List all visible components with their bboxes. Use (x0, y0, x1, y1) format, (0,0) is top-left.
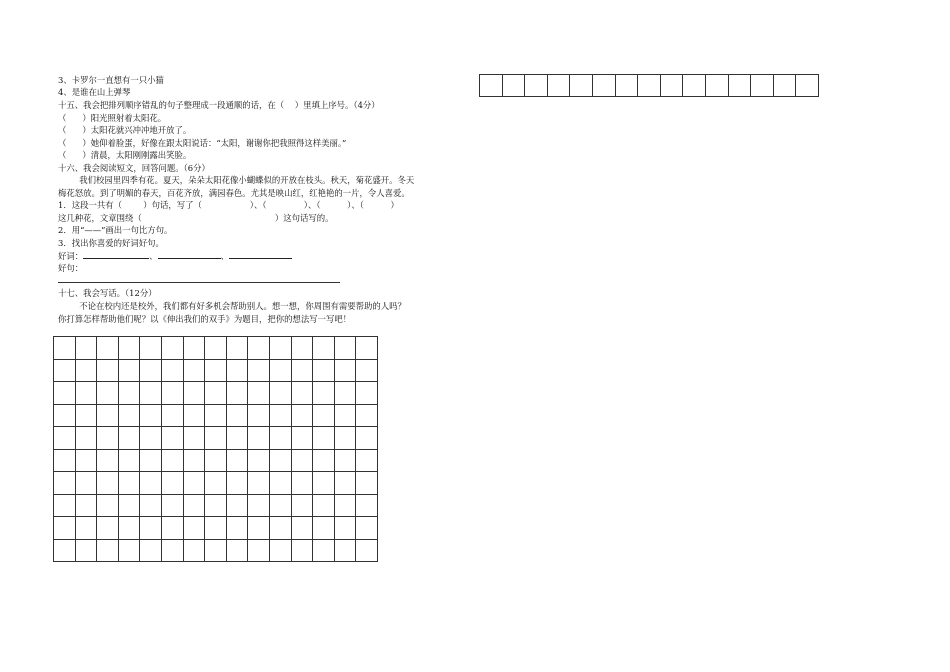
writing-cell[interactable] (356, 494, 378, 517)
writing-cell[interactable] (269, 494, 291, 517)
writing-cell[interactable] (54, 449, 76, 472)
writing-cell[interactable] (226, 427, 248, 450)
writing-cell[interactable] (291, 404, 313, 427)
writing-cell[interactable] (118, 404, 140, 427)
writing-cell[interactable] (161, 359, 183, 382)
writing-cell[interactable] (75, 404, 97, 427)
writing-cell[interactable] (291, 517, 313, 540)
good-word-blank-1[interactable] (83, 249, 149, 259)
writing-cell[interactable] (356, 337, 378, 360)
writing-cell[interactable] (75, 539, 97, 562)
q15-title: 十五、我会把排列顺序错乱的句子整理成一段通顺的话，在（ ）里填上序号。（4分） (58, 100, 380, 110)
writing-cell[interactable] (183, 472, 205, 495)
q17-prompt-line-1: 不论在校内还是校外，我们都有好多机会帮助别人。想一想，你周围有需要帮助的人吗？ (58, 301, 406, 311)
answer-strip-grid[interactable] (479, 74, 819, 97)
writing-cell[interactable] (205, 427, 227, 450)
answer-cell[interactable] (547, 75, 570, 97)
writing-cell[interactable] (334, 517, 356, 540)
grid-row (480, 75, 819, 97)
writing-cell[interactable] (118, 472, 140, 495)
writing-grid[interactable] (53, 336, 378, 562)
writing-cell[interactable] (248, 427, 270, 450)
q16-question-2: 2．用“——”画出一句比方句。 (58, 225, 173, 235)
writing-cell[interactable] (183, 404, 205, 427)
writing-cell[interactable] (161, 517, 183, 540)
separator: 、 (220, 251, 229, 261)
writing-cell[interactable] (356, 404, 378, 427)
writing-cell[interactable] (161, 337, 183, 360)
writing-cell[interactable] (75, 359, 97, 382)
q16-question-3: 3．找出你喜爱的好词好句。 (58, 238, 164, 248)
writing-cell[interactable] (334, 472, 356, 495)
writing-cell[interactable] (97, 337, 119, 360)
writing-cell[interactable] (161, 404, 183, 427)
good-sentence-label: 好句： (58, 263, 84, 273)
writing-cell[interactable] (269, 449, 291, 472)
writing-cell[interactable] (248, 382, 270, 405)
writing-cell[interactable] (205, 517, 227, 540)
writing-cell[interactable] (226, 449, 248, 472)
writing-cell[interactable] (118, 539, 140, 562)
writing-cell[interactable] (226, 494, 248, 517)
writing-cell[interactable] (356, 427, 378, 450)
writing-cell[interactable] (161, 382, 183, 405)
writing-cell[interactable] (140, 427, 162, 450)
writing-cell[interactable] (183, 449, 205, 472)
answer-cell[interactable] (525, 75, 548, 97)
writing-cell[interactable] (75, 382, 97, 405)
writing-cell[interactable] (54, 472, 76, 495)
good-word-blank-2[interactable] (158, 249, 221, 259)
writing-cell[interactable] (183, 539, 205, 562)
writing-cell[interactable] (118, 337, 140, 360)
q15-sentence-1[interactable]: （ ）阳光照射着太阳花。 (58, 113, 167, 123)
grid-row (54, 539, 378, 562)
writing-cell[interactable] (140, 382, 162, 405)
answer-cell[interactable] (502, 75, 525, 97)
writing-cell[interactable] (226, 382, 248, 405)
grid-row (54, 359, 378, 382)
writing-cell[interactable] (54, 539, 76, 562)
q16-title: 十六、我会阅读短文，回答问题。（6分） (58, 163, 210, 173)
writing-cell[interactable] (140, 517, 162, 540)
writing-cell[interactable] (226, 359, 248, 382)
writing-cell[interactable] (97, 404, 119, 427)
grid-row (54, 494, 378, 517)
grid-row (54, 382, 378, 405)
writing-cell[interactable] (97, 472, 119, 495)
grid-row (54, 427, 378, 450)
writing-cell[interactable] (313, 427, 335, 450)
writing-cell[interactable] (313, 337, 335, 360)
writing-cell[interactable] (54, 382, 76, 405)
writing-cell[interactable] (313, 359, 335, 382)
writing-cell[interactable] (97, 382, 119, 405)
writing-cell[interactable] (97, 359, 119, 382)
writing-cell[interactable] (356, 517, 378, 540)
writing-cell[interactable] (248, 539, 270, 562)
writing-cell[interactable] (118, 359, 140, 382)
answer-cell[interactable] (796, 75, 819, 97)
writing-cell[interactable] (334, 494, 356, 517)
writing-cell[interactable] (269, 337, 291, 360)
writing-cell[interactable] (183, 382, 205, 405)
q17-title: 十七、我会写话。（12分） (58, 288, 157, 298)
answer-cell[interactable] (728, 75, 751, 97)
writing-cell[interactable] (54, 517, 76, 540)
writing-cell[interactable] (75, 427, 97, 450)
writing-cell[interactable] (75, 449, 97, 472)
grid-row (54, 472, 378, 495)
writing-cell[interactable] (313, 517, 335, 540)
writing-cell[interactable] (291, 427, 313, 450)
writing-cell[interactable] (183, 337, 205, 360)
writing-cell[interactable] (140, 539, 162, 562)
writing-cell[interactable] (334, 382, 356, 405)
writing-cell[interactable] (334, 359, 356, 382)
writing-cell[interactable] (54, 404, 76, 427)
writing-cell[interactable] (183, 494, 205, 517)
grid-row (54, 517, 378, 540)
grid-row (54, 449, 378, 472)
writing-cell[interactable] (226, 337, 248, 360)
writing-cell[interactable] (118, 494, 140, 517)
q15-sentence-3[interactable]: （ ）她仰着脸蛋，好像在跟太阳说话：“太阳，谢谢你把我照得这样美丽。” (58, 138, 347, 148)
writing-cell[interactable] (97, 539, 119, 562)
writing-cell[interactable] (161, 427, 183, 450)
writing-cell[interactable] (75, 517, 97, 540)
writing-cell[interactable] (334, 337, 356, 360)
writing-cell[interactable] (118, 427, 140, 450)
writing-cell[interactable] (205, 404, 227, 427)
writing-cell[interactable] (205, 359, 227, 382)
answer-cell[interactable] (638, 75, 661, 97)
writing-cell[interactable] (291, 494, 313, 517)
answer-cell[interactable] (480, 75, 503, 97)
writing-cell[interactable] (248, 449, 270, 472)
writing-cell[interactable] (205, 337, 227, 360)
answer-cell[interactable] (660, 75, 683, 97)
writing-cell[interactable] (291, 359, 313, 382)
writing-cell[interactable] (97, 494, 119, 517)
writing-cell[interactable] (313, 449, 335, 472)
writing-cell[interactable] (356, 539, 378, 562)
writing-cell[interactable] (269, 427, 291, 450)
q16-passage-line-2: 梅花怒放。到了明媚的春天，百花齐放，满园春色。尤其是映山红，红艳艳的一片，令人喜爱。 (58, 188, 410, 198)
q15-sentence-4[interactable]: （ ）清晨，太阳刚刚露出笑脸。 (58, 150, 192, 160)
writing-cell[interactable] (140, 404, 162, 427)
writing-cell[interactable] (269, 404, 291, 427)
grid-row (54, 404, 378, 427)
writing-cell[interactable] (183, 427, 205, 450)
writing-cell[interactable] (118, 517, 140, 540)
separator: 、 (149, 251, 158, 261)
writing-cell[interactable] (140, 449, 162, 472)
writing-cell[interactable] (269, 472, 291, 495)
writing-cell[interactable] (269, 359, 291, 382)
writing-cell[interactable] (97, 517, 119, 540)
writing-cell[interactable] (269, 382, 291, 405)
writing-cell[interactable] (313, 404, 335, 427)
writing-cell[interactable] (291, 449, 313, 472)
writing-cell[interactable] (75, 494, 97, 517)
answer-cell[interactable] (683, 75, 706, 97)
writing-cell[interactable] (291, 472, 313, 495)
writing-cell[interactable] (248, 337, 270, 360)
writing-cell[interactable] (356, 472, 378, 495)
q15-sentence-2[interactable]: （ ）太阳花就兴冲冲地开放了。 (58, 125, 192, 135)
writing-cell[interactable] (161, 449, 183, 472)
writing-cell[interactable] (205, 472, 227, 495)
writing-cell[interactable] (54, 337, 76, 360)
writing-cell[interactable] (226, 539, 248, 562)
writing-cell[interactable] (334, 404, 356, 427)
answer-cell[interactable] (592, 75, 615, 97)
writing-cell[interactable] (226, 404, 248, 427)
writing-cell[interactable] (75, 337, 97, 360)
answer-cell[interactable] (615, 75, 638, 97)
writing-cell[interactable] (140, 337, 162, 360)
writing-cell[interactable] (356, 382, 378, 405)
answer-cell[interactable] (751, 75, 774, 97)
writing-cell[interactable] (291, 337, 313, 360)
writing-cell[interactable] (205, 494, 227, 517)
writing-cell[interactable] (205, 382, 227, 405)
answer-cell[interactable] (570, 75, 593, 97)
writing-cell[interactable] (140, 472, 162, 495)
writing-cell[interactable] (334, 449, 356, 472)
good-words-label: 好词： (58, 251, 84, 261)
writing-cell[interactable] (291, 539, 313, 562)
writing-cell[interactable] (54, 494, 76, 517)
writing-cell[interactable] (291, 382, 313, 405)
q14-item-3: 3、卡罗尔一直想有一只小猫 (58, 75, 164, 85)
writing-cell[interactable] (334, 427, 356, 450)
q17-prompt-line-2: 你打算怎样帮助他们呢？以《伸出我们的双手》为题目，把你的想法写一写吧！ (58, 314, 352, 324)
q16-question-1a[interactable]: 1．这段一共有（ ）句话，写了（ ）、（ ）、（ ）、（ ） (58, 200, 399, 210)
writing-cell[interactable] (118, 449, 140, 472)
writing-cell[interactable] (161, 539, 183, 562)
writing-cell[interactable] (54, 427, 76, 450)
writing-cell[interactable] (161, 494, 183, 517)
writing-cell[interactable] (356, 359, 378, 382)
writing-cell[interactable] (269, 517, 291, 540)
writing-cell[interactable] (140, 494, 162, 517)
writing-cell[interactable] (313, 382, 335, 405)
q16-question-1b[interactable]: 这几种花，文章围绕（ ）这句话写的。 (58, 213, 334, 223)
writing-cell[interactable] (248, 472, 270, 495)
writing-cell[interactable] (205, 449, 227, 472)
writing-cell[interactable] (54, 359, 76, 382)
writing-cell[interactable] (183, 359, 205, 382)
writing-cell[interactable] (313, 472, 335, 495)
q14-item-4: 4、是谁在山上弹琴 (58, 87, 131, 97)
writing-cell[interactable] (313, 539, 335, 562)
writing-cell[interactable] (248, 494, 270, 517)
answer-cell[interactable] (705, 75, 728, 97)
good-words-row (58, 249, 292, 262)
writing-cell[interactable] (183, 517, 205, 540)
writing-cell[interactable] (226, 472, 248, 495)
writing-cell[interactable] (248, 517, 270, 540)
q16-passage-line-1: 我们校园里四季有花。夏天，朵朵太阳花像小蝴蝶似的开放在枝头。秋天，菊花盛开。冬天 (58, 175, 415, 185)
writing-cell[interactable] (205, 539, 227, 562)
writing-cell[interactable] (118, 382, 140, 405)
writing-cell[interactable] (75, 472, 97, 495)
writing-cell[interactable] (248, 359, 270, 382)
good-word-blank-3[interactable] (229, 249, 292, 259)
answer-cell[interactable] (773, 75, 796, 97)
writing-cell[interactable] (161, 472, 183, 495)
writing-cell[interactable] (313, 494, 335, 517)
writing-cell[interactable] (140, 359, 162, 382)
writing-cell[interactable] (356, 449, 378, 472)
grid-row (54, 337, 378, 360)
writing-cell[interactable] (334, 539, 356, 562)
writing-cell[interactable] (248, 404, 270, 427)
good-sentence-answer-line[interactable] (58, 282, 340, 283)
writing-cell[interactable] (97, 427, 119, 450)
writing-cell[interactable] (269, 539, 291, 562)
writing-cell[interactable] (97, 449, 119, 472)
writing-cell[interactable] (226, 517, 248, 540)
